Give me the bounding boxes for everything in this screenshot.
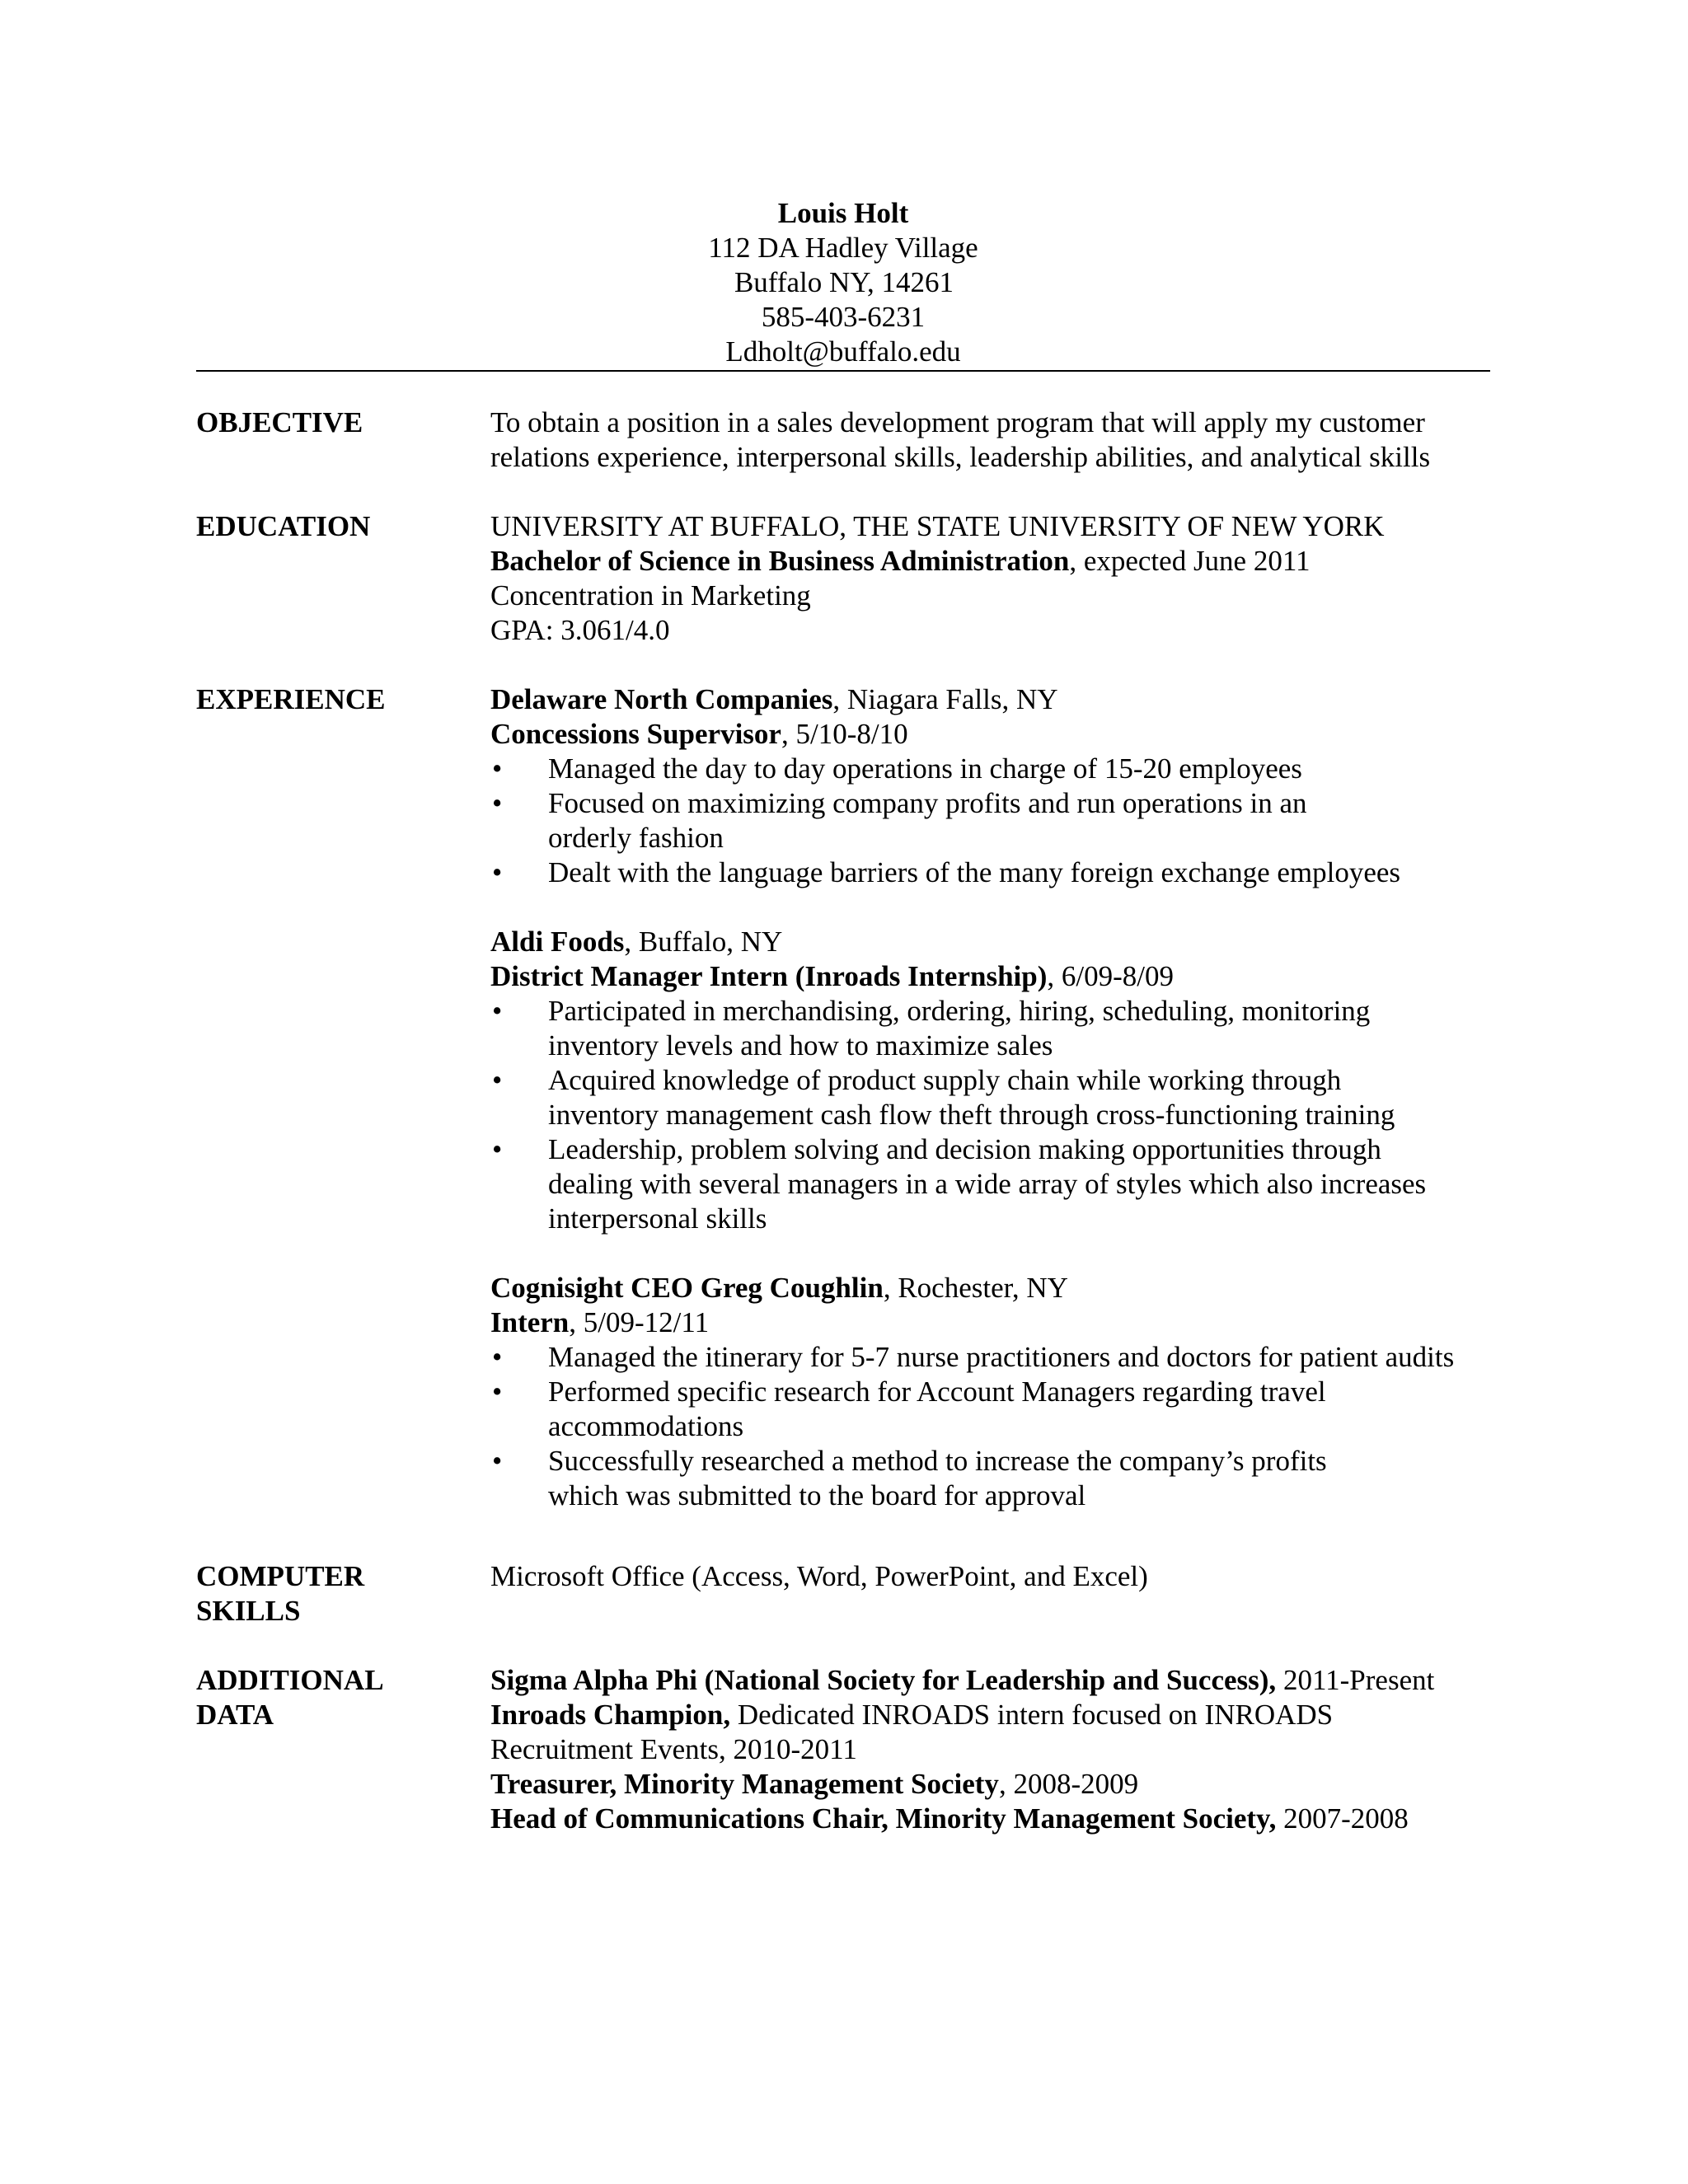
computer-skills-text: Microsoft Office (Access, Word, PowerPoint, and Excel) xyxy=(490,1560,1148,1592)
job-bullet: • Managed the day to day operations in charge of 15-20 employees xyxy=(492,752,1302,785)
bullet-icon: • xyxy=(492,856,503,888)
job-dates: , 5/10-8/10 xyxy=(781,718,908,750)
candidate-name: Louis Holt xyxy=(777,197,909,229)
job-location: , Buffalo, NY xyxy=(624,926,783,958)
job-bullet: • Successfully researched a method to increase the company’s profits which was submitted to the board for approval xyxy=(492,1445,1327,1511)
job-bullet: • Performed specific research for Account Managers regarding travel accommodations xyxy=(492,1376,1326,1442)
job-entry xyxy=(490,925,1492,1236)
computer-skills-label: COMPUTER SKILLS xyxy=(196,1560,365,1627)
job-bullets xyxy=(490,1340,1455,1513)
header-divider xyxy=(196,370,1490,372)
additional-item: Sigma Alpha Phi (National Society for Leadership and Success), 2011-Present xyxy=(490,1664,1435,1696)
phone-number: 585-403-6231 xyxy=(761,301,926,333)
job-bullet: • Acquired knowledge of product supply chain while working through inventory management cash flow theft through cross-functioning training xyxy=(492,1064,1395,1131)
additional-item: Head of Communications Chair, Minority Management Society, 2007-2008 xyxy=(490,1802,1409,1835)
job-company: Delaware North Companies xyxy=(490,683,833,715)
job-bullet: • Participated in merchandising, ordering, hiring, scheduling, monitoring inventory levels and how to maximize sales xyxy=(492,995,1371,1062)
job-bullet: • Managed the itinerary for 5-7 nurse practitioners and doctors for patient audits xyxy=(492,1341,1455,1373)
address-line-2: Buffalo NY, 14261 xyxy=(734,266,954,298)
objective-line: To obtain a position in a sales development program that will apply my customer xyxy=(490,406,1425,438)
job-title: Concessions Supervisor xyxy=(490,718,781,750)
degree-expected: , expected June 2011 xyxy=(1069,545,1311,577)
bullet-icon: • xyxy=(492,1445,503,1477)
concentration: Concentration in Marketing xyxy=(490,579,811,612)
address-line-1: 112 DA Hadley Village xyxy=(708,232,978,264)
degree-name: Bachelor of Science in Business Administration xyxy=(490,545,1070,577)
objective-line: relations experience, interpersonal skills, leadership abilities, and analytical skills xyxy=(490,441,1431,473)
additional-item: Treasurer, Minority Management Society, 2008-2009 xyxy=(490,1768,1139,1800)
job-entry xyxy=(490,682,1492,890)
additional-data-label: ADDITIONAL DATA xyxy=(196,1664,384,1731)
bullet-icon: • xyxy=(492,752,503,785)
objective-label: OBJECTIVE xyxy=(196,406,363,438)
job-location: , Rochester, NY xyxy=(883,1272,1068,1304)
job-dates: , 6/09-8/09 xyxy=(1047,960,1174,992)
bullet-icon: • xyxy=(492,787,503,819)
bullet-icon: • xyxy=(492,995,503,1027)
experience-list xyxy=(490,682,1492,1513)
additional-item: Inroads Champion, Dedicated INROADS intern focused on INROADS Recruitment Events, 2010-2011 xyxy=(490,1699,1334,1765)
school-name: UNIVERSITY AT BUFFALO, THE STATE UNIVERSITY OF NEW YORK xyxy=(490,510,1385,542)
gpa: GPA: 3.061/4.0 xyxy=(490,614,670,646)
job-bullet: • Leadership, problem solving and decision making opportunities through dealing with several managers in a wide array of styles which also increases interpersonal skills xyxy=(492,1133,1427,1235)
email-address: Ldholt@buffalo.edu xyxy=(725,335,961,368)
job-company-line xyxy=(490,1271,1492,1305)
job-entry xyxy=(490,1271,1492,1513)
job-bullets xyxy=(490,994,1430,1236)
job-company: Aldi Foods xyxy=(490,926,625,958)
job-title-line xyxy=(490,1305,1492,1340)
job-title: District Manager Intern (Inroads Internship) xyxy=(490,960,1048,992)
job-location: , Niagara Falls, NY xyxy=(832,683,1058,715)
experience-label: EXPERIENCE xyxy=(196,683,386,715)
job-title: Intern xyxy=(490,1306,570,1338)
degree-line xyxy=(490,544,1492,579)
bullet-icon: • xyxy=(492,1341,503,1373)
job-company: Cognisight CEO Greg Coughlin xyxy=(490,1272,884,1304)
job-company-line xyxy=(490,925,1492,959)
job-bullet: • Focused on maximizing company profits and run operations in an orderly fashion xyxy=(492,787,1307,854)
job-company-line xyxy=(490,682,1492,717)
bullet-icon: • xyxy=(492,1376,503,1408)
job-bullets xyxy=(490,752,1401,890)
bullet-icon: • xyxy=(492,1133,503,1165)
resume-header xyxy=(196,196,1490,369)
job-title-line xyxy=(490,717,1492,752)
job-title-line xyxy=(490,959,1492,994)
objective-text xyxy=(490,405,1492,475)
job-dates: , 5/09-12/11 xyxy=(569,1306,710,1338)
education-details xyxy=(490,509,1492,648)
education-label: EDUCATION xyxy=(196,510,371,542)
job-bullet: • Dealt with the language barriers of the many foreign exchange employees xyxy=(492,856,1401,888)
additional-data-list xyxy=(490,1663,1435,1836)
bullet-icon: • xyxy=(492,1064,503,1096)
